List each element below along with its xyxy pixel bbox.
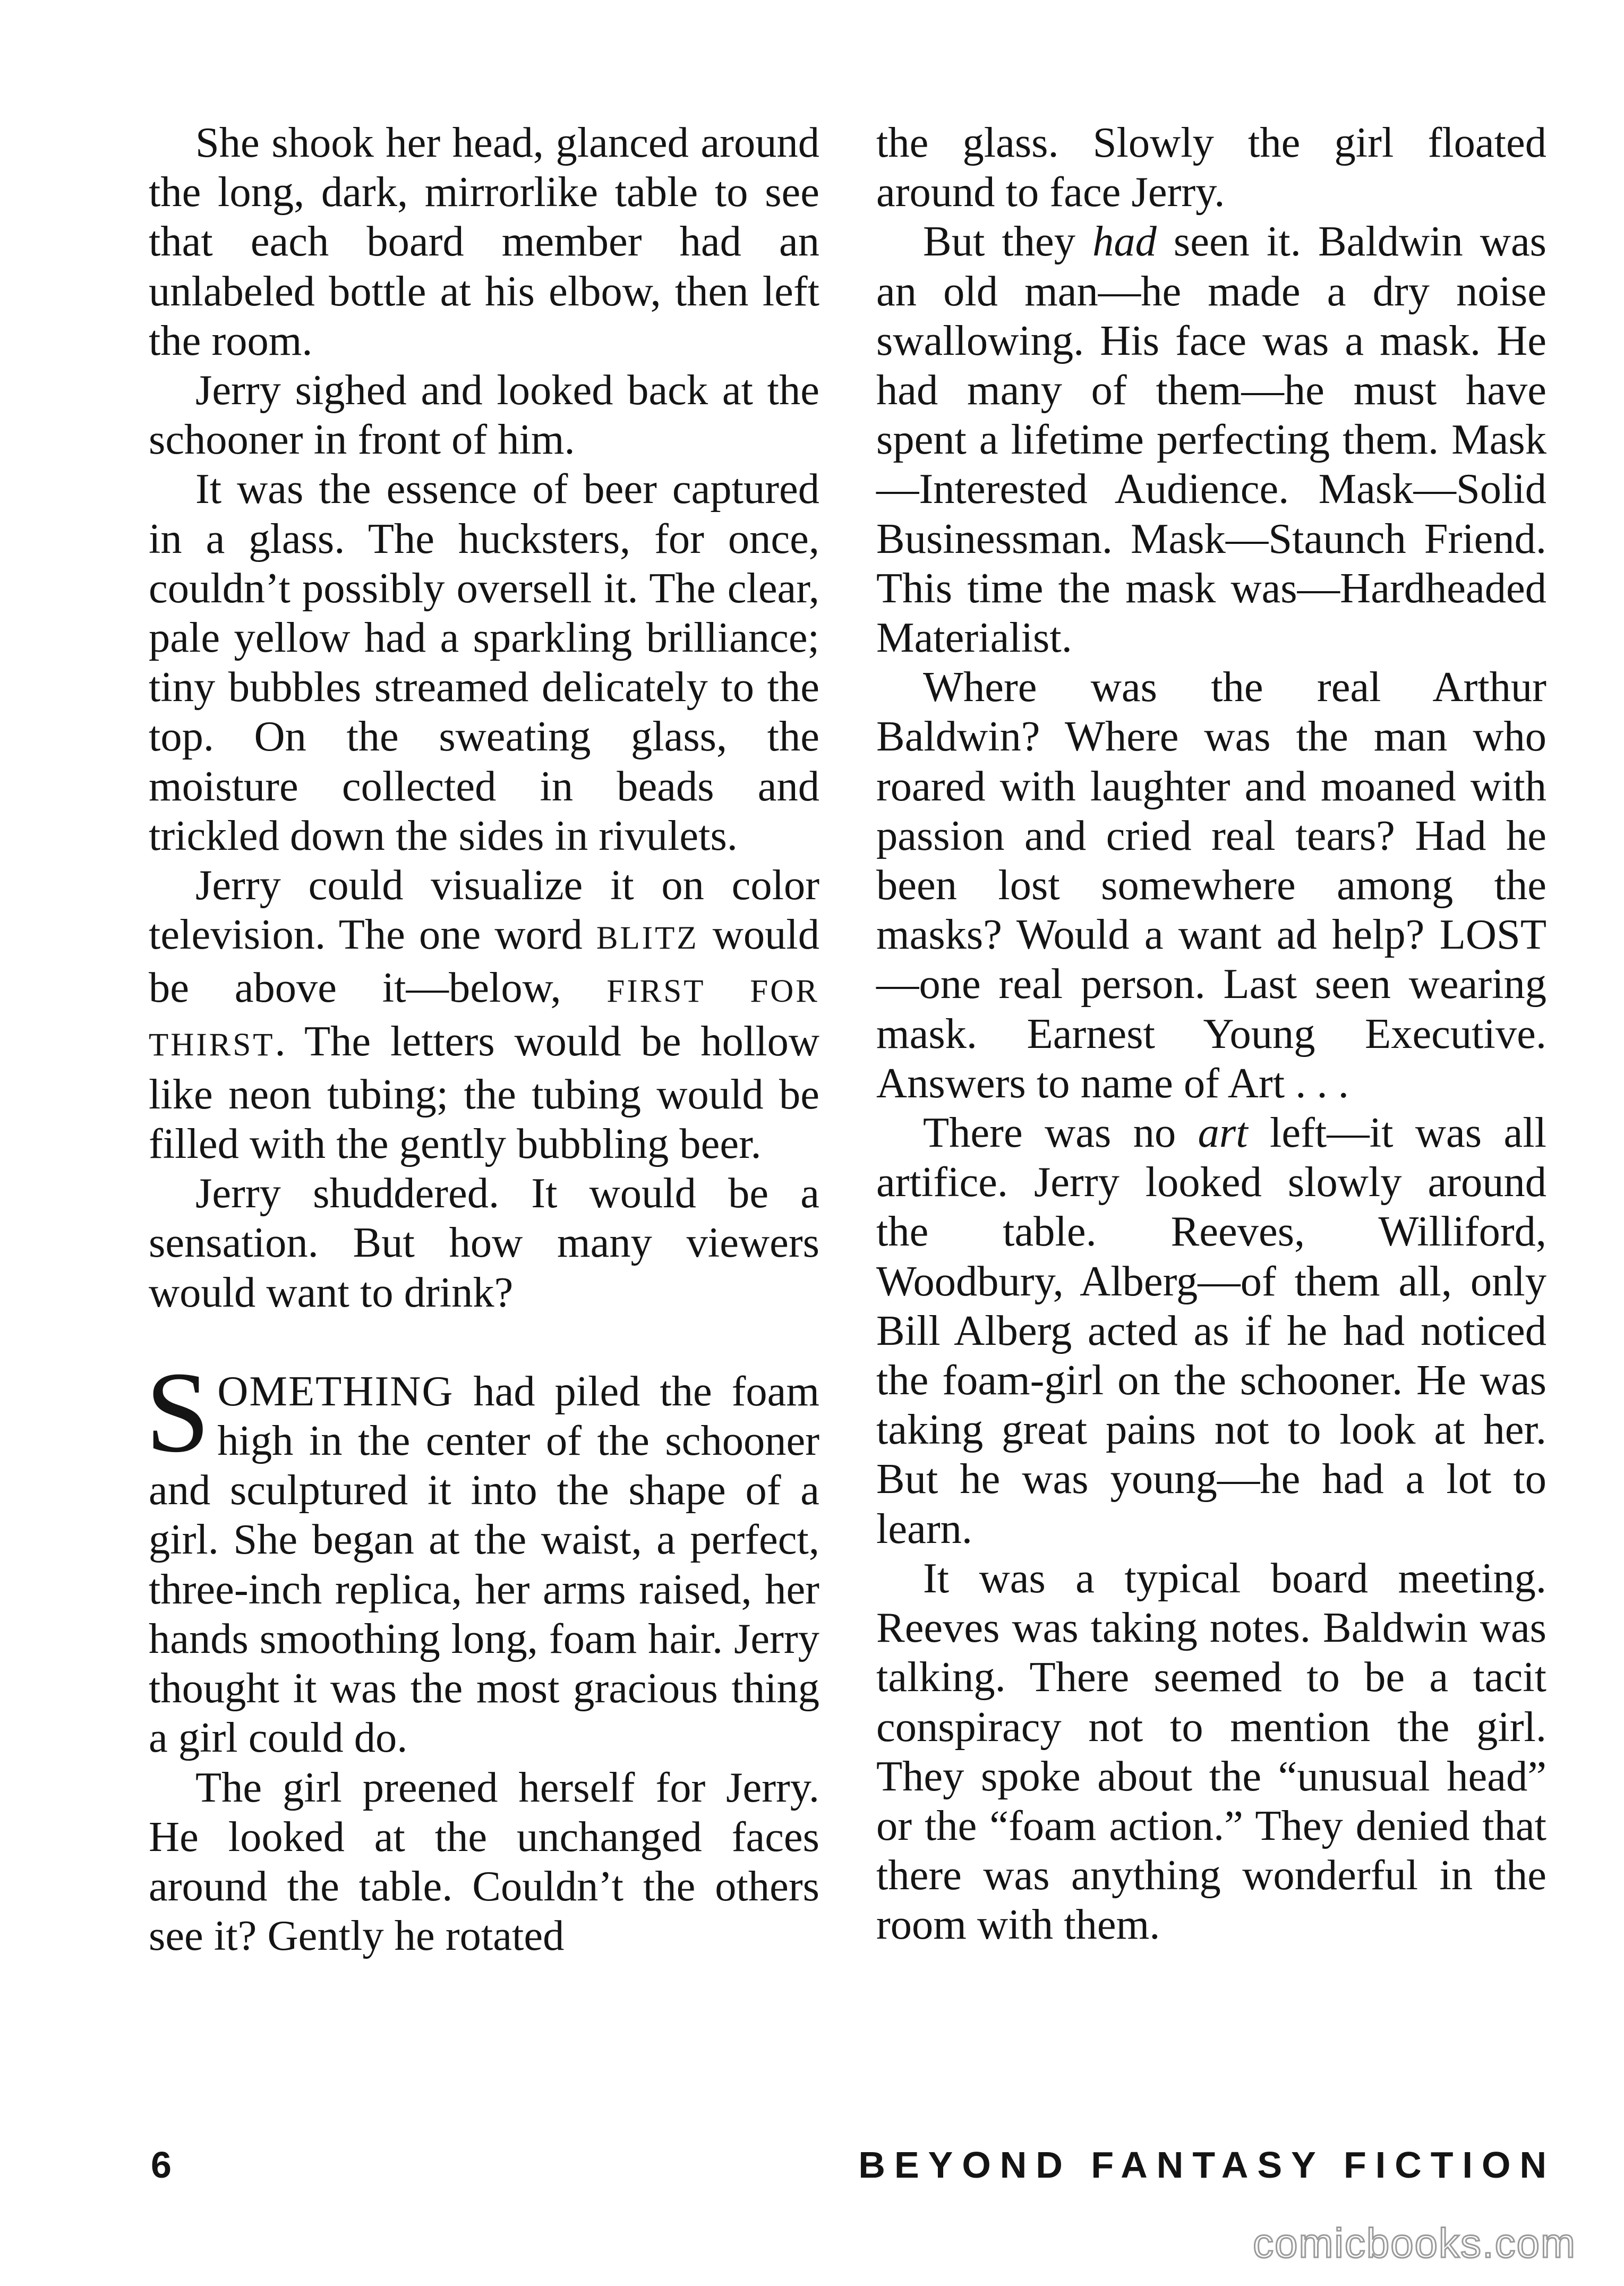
watermark: comicbooks.com: [1253, 2220, 1576, 2266]
paragraph: Where was the real Arthur Baldwin? Where was the man who roared with laughter and moaned with passion and cried real tears? Had he been lost somewhere among the masks? Would a want ad help? LOST—one real person. Last seen wearing mask. Earnest Young Executive. Answers to name of Art . . .: [876, 663, 1546, 1107]
left-text-column: [146, 118, 819, 1960]
page-footer: [149, 2139, 1555, 2193]
lead-in-word: OMETHING: [217, 1367, 454, 1415]
paragraph: It was a typical board meeting. Reeves was taking notes. Baldwin was talking. There seemed to be a tacit conspiracy not to mention the girl. They spoke about the “unusual head” or the “foam action.” They denied that there was anything wonderful in the room with them.: [876, 1554, 1546, 1949]
italic-word: art: [1198, 1109, 1248, 1157]
paragraph: It was the essence of beer captured in a glass. The hucksters, for once, couldn’t possibly oversell it. The clear, pale yellow had a sparkling brilliance; tiny bubbles streamed delicately to the top. On the sweating glass, the moisture collected in beads and trickled down the sides in rivulets.: [149, 465, 819, 859]
magazine-title: BEYOND FANTASY FICTION: [858, 2144, 1555, 2186]
paragraph-text: Jerry could visualize it on color television. The one word: [149, 861, 819, 959]
italic-word: had: [1092, 218, 1157, 266]
paragraph: [876, 217, 1546, 662]
paragraph-text: seen it. Baldwin was an old man—he made a dry noise swallowing. His face was a mask. He had many of them—he must have spent a lifetime perfecting them. Mask—Interested Audience. Mask—Solid Businessman. Mask—Staunch Friend. This time the mask was—Hardheaded Materialist.: [876, 218, 1546, 662]
paragraph-text: would be above it—below,: [149, 911, 819, 1012]
paragraph-text: There was no: [923, 1109, 1198, 1157]
paragraph: [876, 1108, 1546, 1554]
paragraph: Jerry shuddered. It would be a sensation. But how many viewers would want to drink?: [149, 1170, 819, 1316]
small-caps-slogan: FIRST FOR THIRST: [149, 974, 819, 1063]
paragraph: [149, 860, 819, 1168]
paragraph-text: had piled the foam high in the center of the schooner and sculptured it into the shape of a girl. She began at the waist, a perfect, three-inch replica, her arms raised, her hands smoothing long, foam hair. Jerry thought it was the most gracious thing a girl could do.: [149, 1367, 819, 1762]
paragraph: The girl preened herself for Jerry. He looked at the unchanged faces around the table. Couldn’t the others see it? Gently he rotated: [149, 1763, 819, 1960]
paragraph-text: . The letters would be hollow like neon tubing; the tubing would be filled with the gently bubbling beer.: [149, 1017, 819, 1168]
section-opening-paragraph: [146, 1348, 819, 1763]
page-number: 6: [151, 2144, 172, 2186]
paragraph-continued: the glass. Slowly the girl floated around to face Jerry.: [876, 119, 1546, 216]
paragraph: She shook her head, glanced around the long, dark, mirrorlike table to see that each board member had an unlabeled bottle at his elbow, then left the room.: [149, 119, 819, 364]
right-text-column: [876, 118, 1546, 1950]
paragraph-text: left—it was all artifice. Jerry looked slowly around the table. Reeves, Williford, Woodbury, Alberg—of them all, only Bill Alberg acted as if he had noticed the foam-girl on the schooner. He was taking great pains not to look at her. But he was young—he had a lot to learn.: [876, 1109, 1546, 1553]
paragraph: Jerry sighed and looked back at the schooner in front of him.: [149, 366, 819, 464]
small-caps-word-blitz: BLITZ: [596, 920, 699, 957]
paragraph-text: But they: [923, 218, 1093, 266]
drop-cap: S: [146, 1348, 210, 1477]
